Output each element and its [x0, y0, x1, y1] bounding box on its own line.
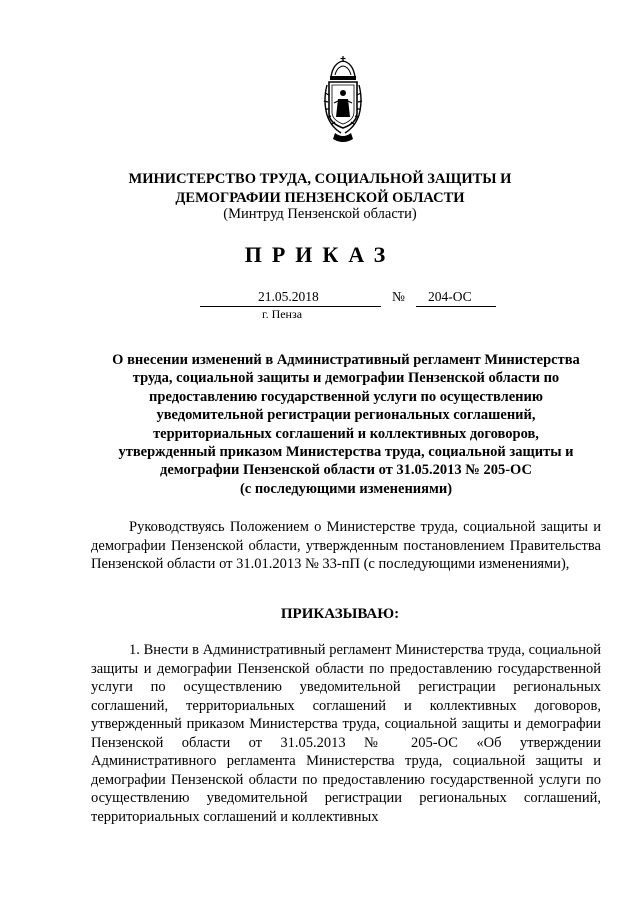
order-word: ПРИКАЗЫВАЮ: [280, 606, 400, 622]
document-type-title: ПРИКАЗ [244, 242, 396, 267]
heading-line: территориальных соглашений и коллективных договоров, [153, 425, 539, 442]
order-number: 204-ОС [428, 289, 472, 304]
preamble-paragraph: Руководствуясь Положением о Министерстве труда, социальной защиты и демографии Пензенской области, утвержденным постановлением Правительства Пензенской области от 31.01.2013 № 33-пП (с последующими изменениями), [91, 519, 601, 572]
preamble-block [91, 518, 601, 574]
coat-of-arms-icon [323, 55, 363, 150]
ministry-name-line-2: ДЕМОГРАФИИ ПЕНЗЕНСКОЙ ОБЛАСТИ [175, 190, 465, 206]
heading-line: труда, социальной защиты и демографии Пензенской области по [132, 370, 560, 387]
number-underline [416, 306, 496, 307]
number-sign: № [392, 289, 405, 304]
city-name: г. Пенза [262, 307, 303, 321]
heading-line: утвержденный приказом Министерства труда, социальной защиты и [118, 444, 574, 461]
heading-line: уведомительной регистрации региональных соглашений, [156, 407, 536, 424]
ministry-name-line-1: МИНИСТЕРСТВО ТРУДА, СОЦИАЛЬНОЙ ЗАЩИТЫ И [128, 171, 512, 187]
heading-line: предоставлению государственной услуги по осуществлению [149, 388, 543, 405]
clause-1-paragraph: 1. Внести в Административный регламент Министерства труда, социальной защиты и демографии Пензенской области по предоставлению государственной услуги по осуществлению уведомительной регистрации региональных соглашений, территориальных соглашений и коллективных договоров, утвержденный приказом Министерства труда, социальной защиты и демографии Пензенской области от 31.05.2013 № 205-ОС «Об утверждении Административного регламента Министерства труда, социальной защиты и демографии Пензенской области по предоставлению государственной услуги по осуществлению уведомительной регистрации региональных соглашений, территориальных соглашений и коллективных [91, 642, 601, 825]
ministry-short-name: (Минтруд Пензенской области) [223, 206, 417, 222]
heading-line: (с последующими изменениями) [239, 480, 453, 497]
heading-line: О внесении изменений в Административный регламент Министерства [112, 352, 580, 368]
order-date: 21.05.2018 [258, 289, 319, 304]
clause-block [91, 641, 601, 826]
heading-line: демографии Пензенской области от 31.05.2013 № 205-ОС [160, 462, 532, 479]
document-heading [88, 351, 604, 498]
